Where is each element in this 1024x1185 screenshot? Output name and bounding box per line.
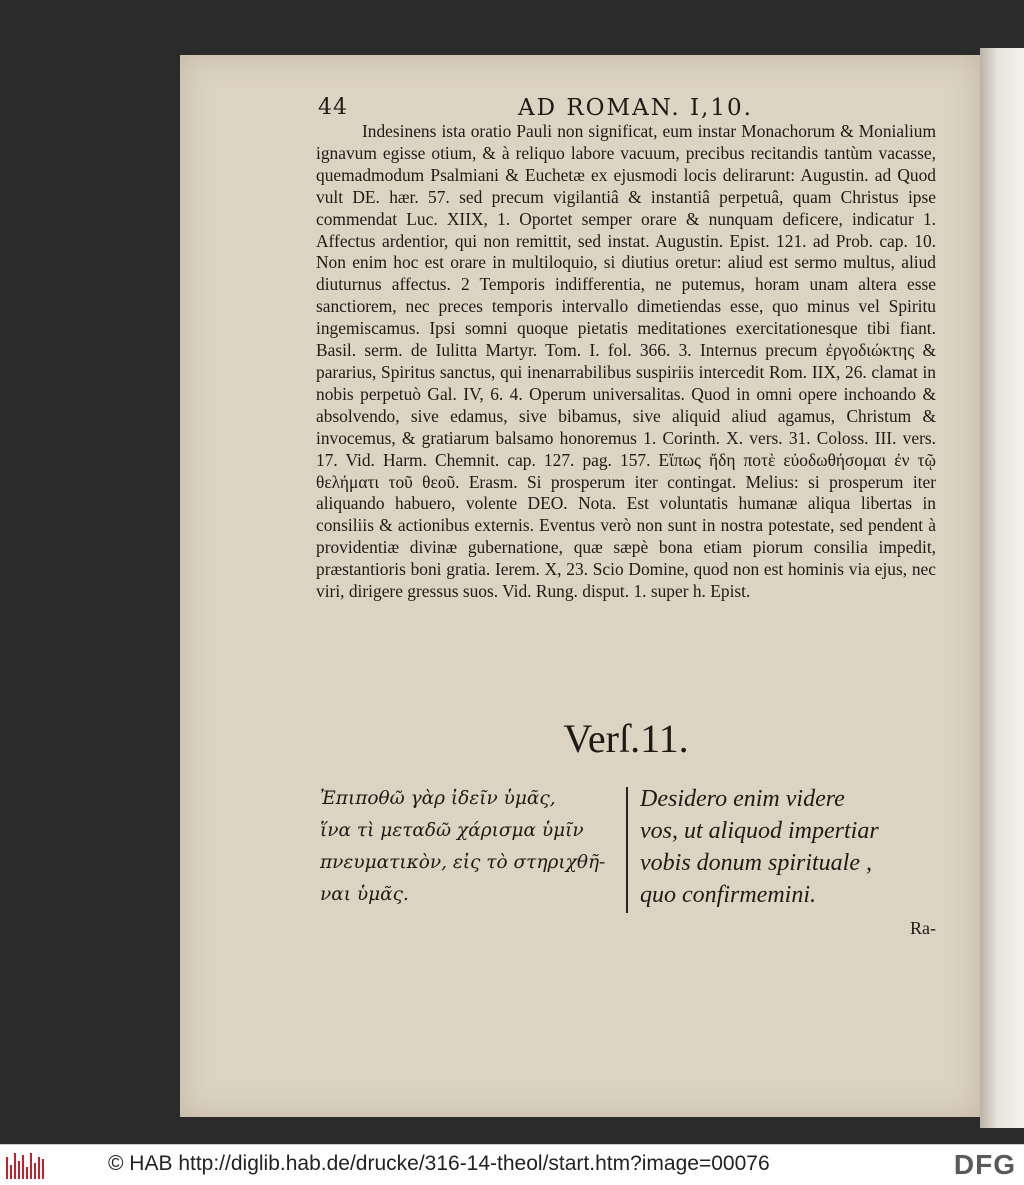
greek-verse-line: ναι ὑμᾶς. (320, 884, 409, 905)
hab-barcode-logo-icon[interactable] (6, 1151, 46, 1179)
page-number: 44 (318, 95, 348, 120)
greek-verse-column (320, 783, 620, 923)
source-url-link[interactable]: © HAB http://diglib.hab.de/drucke/316-14-theol/start.htm?image=00076 (108, 1152, 770, 1175)
footer-bar (0, 1144, 1024, 1185)
column-divider (626, 787, 628, 913)
catchword: Ra- (910, 918, 936, 938)
commentary-text (316, 121, 936, 603)
commentary-paragraph: Indesinens ista oratio Pauli non significat, eum instar Monachorum & Monialium ignavum egisse otium, & à reliquo labore vacuum, precibus recitandis tantùm vacasse, quemadmodum Psalmiani & Euchetæ ex ejusmodi locis delirarunt: Augustin. ad Quod vult DE. hær. 57. sed precum vigilantiâ & instantiâ perpetuâ, quam Christus ipse commendat Luc. XIIX, 1. Oportet semper orare & nunquam deficere, indicatur 1. Affectus ardentior, qui non remittit, sed instat. Augustin. Epist. 121. ad Prob. cap. 10. Non enim hoc est orare in multiloquio, si diutius oretur: aliud est sermo multus, aliud diuturnus affectus. 2 Temporis indifferentia, ne putemus, horam unam altera esse sanctiorem, nec preces temporis intervallo dimetiendas esse, quo minus vel Spiritu ingemiscamus. Ipsi somni quoque pietatis meditationes exercitationesque tibi fiant. Basil. serm. de Iulitta Martyr. Tom. I. fol. 366. 3. Internus precum ἐργοδιώκτης & pararius, Spiritus sanctus, qui inenarrabilibus suspiriis intercedit Rom. IIX, 26. clamat in nobis perpetuò Gal. IV, 6. 4. Operum universalitas. Quod in omni opere inchoando & absolvendo, sive edamus, sive bibamus, sive aliquid aliud agamus, Christum & invocemus, & gratiarum balsamo honoremus 1. Corinth. X. vers. 31. Coloss. III. vers. 17. Vid. Harm. Chemnit. cap. 127. pag. 157. Εἴπως ἤδη ποτὲ εὐοδωθήσομαι ἐν τῷ θελήματι τοῦ θεοῦ. Erasm. Si prosperum iter contingat. Melius: si prosperum iter aliquando habuero, volente DEO. Nota. Est voluntatis humanæ aliqua libertas in consiliis & actionibus externis. Eventus verò non sunt in nostra potestate, sed pendent à providentiæ divinæ gubernatione, quæ sæpè bona etiam piorum consilia impedit, præstantioris boni gratia. Ierem. X, 23. Scio Domine, quod non est hominis via ejus, nec viri, dirigere gressus suos. Vid. Rung. disput. 1. super h. Epist. (316, 121, 936, 602)
latin-verse-line: quo confirmemini. (640, 882, 816, 908)
latin-verse-line: Desidero enim videre (640, 786, 845, 812)
greek-verse-line: ἵνα τὶ μεταδῶ χάρισμα ὑμῖν (320, 820, 584, 841)
verse-heading: Verſ.11. (563, 716, 689, 761)
latin-verse-line: vobis donum spirituale , (640, 850, 872, 876)
greek-verse-line: Ἐπιποθῶ γὰρ ἰδεῖν ὑμᾶς, (320, 788, 556, 809)
dfg-logo[interactable]: DFG (953, 1149, 1016, 1180)
latin-verse-column (640, 783, 940, 923)
next-page-edge (980, 48, 1024, 1128)
greek-verse-line: πνευματικὸν, εἰς τὸ στηριχθῆ- (320, 852, 606, 873)
running-title: AD ROMAN. I,10. (518, 95, 753, 121)
latin-verse-line: vos, ut aliquod impertiar (640, 818, 879, 844)
book-page (180, 55, 980, 1117)
verse-columns (320, 783, 940, 923)
